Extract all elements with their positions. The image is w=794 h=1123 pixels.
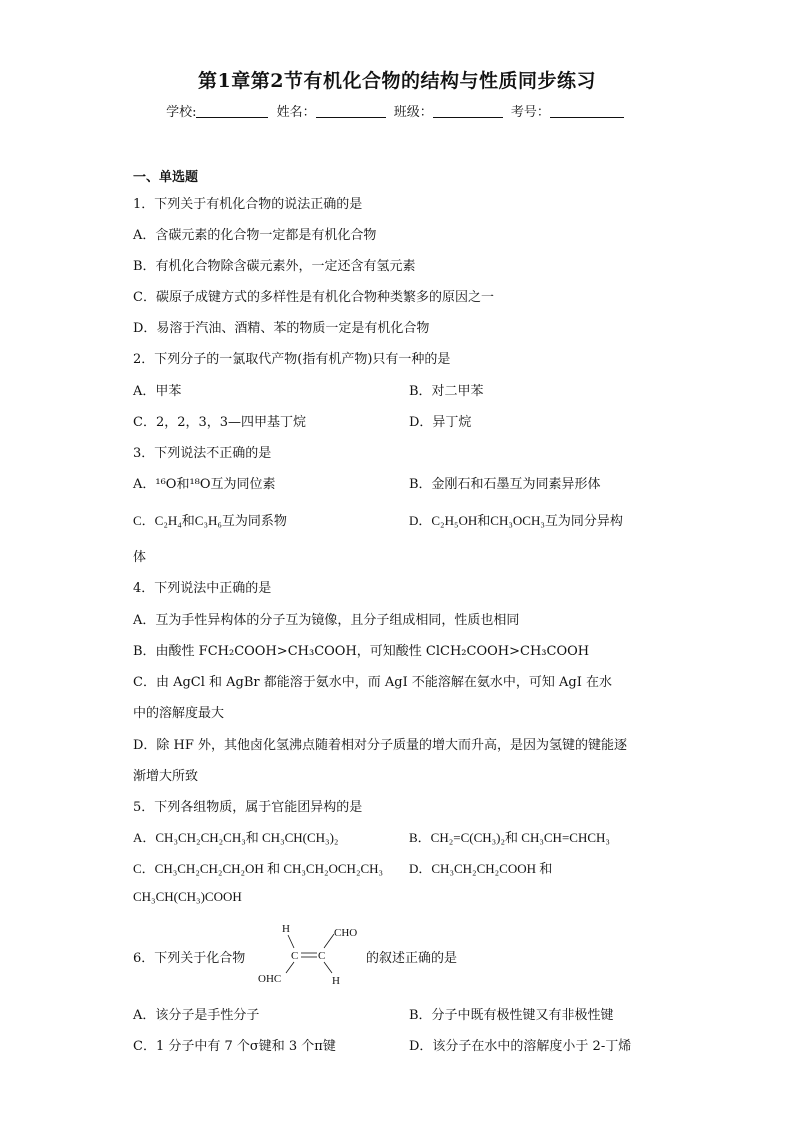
- question-3-stem: 3．下列说法不正确的是: [133, 446, 272, 461]
- q5-option-a: A．CH₃CH₂CH₂CH₃和 CH₃CH(CH₃)₂: [133, 830, 339, 845]
- q6-option-c: C．1 分子中有 7 个σ键和 3 个π键: [133, 1039, 336, 1054]
- q1-option-c: C．碳原子成键方式的多样性是有机化合物种类繁多的原因之一: [133, 290, 494, 305]
- class-blank[interactable]: [433, 104, 503, 118]
- name-label: 姓名：: [276, 105, 316, 120]
- q1-option-d: D．易溶于汽油、酒精、苯的物质一定是有机化合物: [133, 321, 430, 336]
- question-5-stem: 5．下列各组物质，属于官能团异构的是: [133, 800, 363, 815]
- bond-c-h: [324, 962, 332, 973]
- bond-h-c: [288, 935, 294, 948]
- question-4-stem: 4．下列说法中正确的是: [133, 581, 272, 596]
- q6-option-d: D．该分子在水中的溶解度小于 2-丁烯: [409, 1039, 632, 1054]
- q2-option-c: C．2，2，3，3—四甲基丁烷: [133, 415, 307, 430]
- q2-option-b: B．对二甲苯: [409, 384, 484, 399]
- bond-c-ohc: [286, 962, 294, 973]
- section-heading: 一、单选题: [133, 170, 199, 185]
- q4-option-b: B．由酸性 FCH₂COOH>CH₃COOH，可知酸性 ClCH₂COOH>CH₃COOH: [133, 644, 590, 659]
- question-1-stem: 1．下列关于有机化合物的说法正确的是: [133, 197, 363, 212]
- q3-option-d: D．C₂H₅OH和CH₃OCH₃互为同分异构: [409, 513, 623, 528]
- molecule-structure: [258, 922, 366, 986]
- atom-h-bottom: H: [332, 975, 340, 986]
- q2-option-d: D．异丁烷: [409, 415, 472, 430]
- school-blank[interactable]: [196, 104, 268, 118]
- school-label: 学校:: [166, 105, 197, 120]
- student-info-line: [0, 101, 794, 120]
- q5-option-d-continued: CH₃CH(CH₃)COOH: [133, 889, 242, 904]
- q3-option-b: B．金刚石和石墨互为同素异形体: [409, 477, 601, 492]
- q1-option-b: B．有机化合物除含碳元素外，一定还含有氢元素: [133, 259, 416, 274]
- q3-option-a: A．¹⁶O和¹⁸O互为同位素: [133, 477, 276, 492]
- name-blank[interactable]: [316, 104, 386, 118]
- exam-no-label: 考号：: [510, 105, 550, 120]
- exam-no-blank[interactable]: [550, 104, 624, 118]
- group-cho-top: CHO: [334, 927, 358, 939]
- q4-option-c-continued: 中的溶解度最大: [133, 706, 225, 721]
- q4-option-d-continued: 渐增大所致: [133, 769, 199, 784]
- class-label: 班级：: [393, 105, 433, 120]
- atom-c-right: C: [318, 950, 326, 962]
- page-title: 第1章第2节有机化合物的结构与性质同步练习: [198, 70, 596, 92]
- q5-option-d: D．CH₃CH₂CH₂COOH 和: [409, 861, 553, 876]
- q6-option-a: A．该分子是手性分子: [133, 1008, 260, 1023]
- q3-option-d-continued: 体: [133, 550, 147, 565]
- bond-c-cho: [324, 934, 334, 948]
- atom-h-top: H: [282, 923, 290, 935]
- q1-option-a: A．含碳元素的化合物一定都是有机化合物: [133, 228, 377, 243]
- q6-option-b: B．分子中既有极性键又有非极性键: [409, 1008, 614, 1023]
- question-6-stem-end: 的叙述正确的是: [366, 951, 458, 966]
- question-2-stem: 2．下列分子的一氯取代产物(指有机产物)只有一种的是: [133, 352, 451, 367]
- q3-option-c: C．C₂H₄和C₃H₆互为同系物: [133, 513, 287, 528]
- q5-option-c: C．CH₃CH₂CH₂CH₂OH 和 CH₃CH₂OCH₂CH₃: [133, 861, 384, 876]
- q5-option-b: B．CH₂=C(CH₃)₂和 CH₃CH=CHCH₃: [409, 830, 610, 845]
- q4-option-c: C．由 AgCl 和 AgBr 都能溶于氨水中，而 AgI 不能溶解在氨水中，可知 AgI 在水: [133, 675, 612, 690]
- group-ohc-bottom: OHC: [258, 973, 282, 985]
- q2-option-a: A．甲苯: [133, 384, 182, 399]
- atom-c-left: C: [291, 950, 299, 962]
- question-6-stem-start: 6．下列关于化合物: [133, 951, 246, 966]
- q4-option-a: A．互为手性异构体的分子互为镜像，且分子组成相同，性质也相同: [133, 613, 520, 628]
- q4-option-d: D．除 HF 外，其他卤化氢沸点随着相对分子质量的增大而升高，是因为氢键的键能逐: [133, 738, 628, 753]
